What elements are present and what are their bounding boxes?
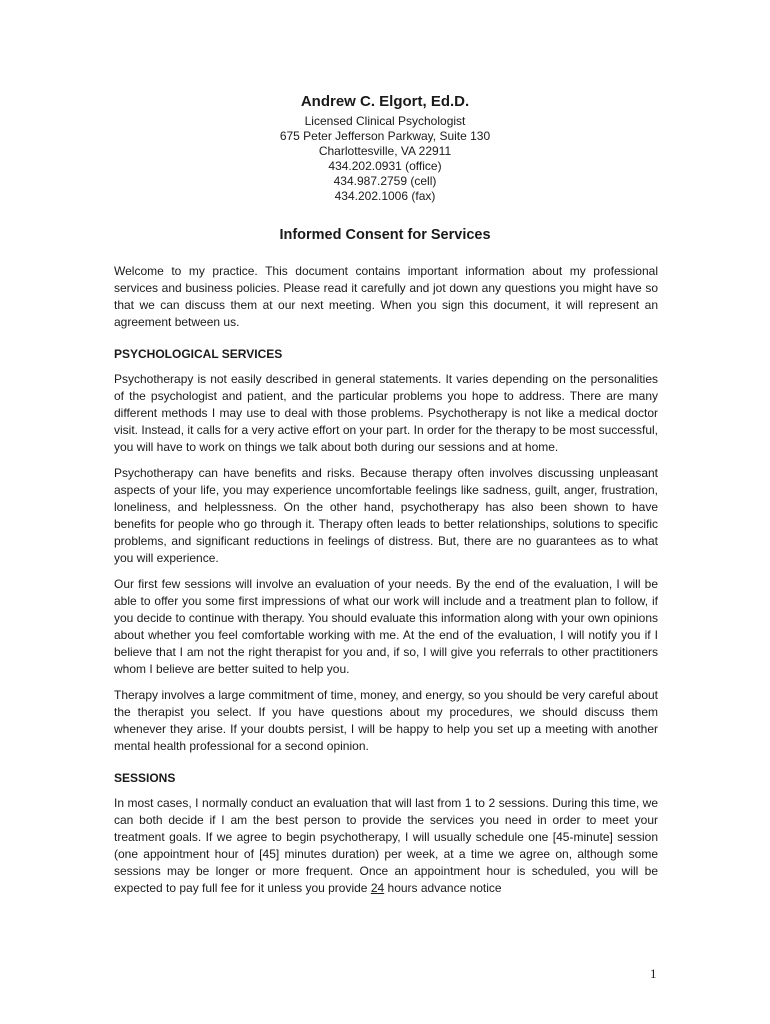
document-title: Informed Consent for Services xyxy=(279,227,491,243)
phone-office: 434.202.0931 (office) xyxy=(328,159,442,173)
intro-paragraph: Welcome to my practice. This document contains important information about my professional services and business policies. Please read it carefully and jot down any questions you might have so that we can discuss them at our next meeting. When you sign this document, it will represent an agreement between us. xyxy=(114,264,658,329)
paragraph: Psychotherapy can have benefits and risks. Because therapy often involves discussing unpleasant aspects of your life, you may experience uncomfortable feelings like sadness, guilt, anger, frustration, loneliness, and helplessness. On the other hand, psychotherapy has also been shown to have benefits for people who go through it. Therapy often leads to better relationships, solutions to specific problems, and significant reductions in feelings of distress. But, there are no guarantees as to what you will experience. xyxy=(114,466,658,565)
section-heading-sessions: SESSIONS xyxy=(114,771,176,785)
page-number: 1 xyxy=(650,966,657,981)
notice-hours: 24 xyxy=(370,881,385,895)
paragraph: Our first few sessions will involve an evaluation of your needs. By the end of the evaluation, I will be able to offer you some first impressions of what our work will include and a treatment plan to follow, if you decide to continue with therapy. You should evaluate this information along with your own opinions about whether you feel comfortable working with me. At the end of the evaluation, I will notify you if I believe that I am not the right therapist for you and, if so, I will give you referrals to other practitioners whom I believe are better suited to help you. xyxy=(114,577,658,676)
practitioner-name: Andrew C. Elgort, Ed.D. xyxy=(300,93,470,110)
phone-fax: 434.202.1006 (fax) xyxy=(334,189,436,203)
address-street: 675 Peter Jefferson Parkway, Suite 130 xyxy=(279,129,491,143)
paragraph: Psychotherapy is not easily described in general statements. It varies depending on the personalities of the psychologist and patient, and the particular problems you hope to address. There are many different methods I may use to deal with those problems. Psychotherapy is not like a medical doctor visit. Instead, it calls for a very active effort on your part. In order for the therapy to be most successful, you will have to work on things we talk about both during our sessions and at home. xyxy=(114,372,658,454)
sessions-paragraph xyxy=(114,795,658,897)
letterhead xyxy=(0,93,770,204)
document-body xyxy=(114,263,658,906)
sessions-text-before: In most cases, I normally conduct an evaluation that will last from 1 to 2 sessions. During this time, we can both decide if I am the best person to provide the services you need in order to meet your treatment goals. If we agree to begin psychotherapy, I will usually schedule one [45-minute] session (one appointment hour of [45] minutes duration) per week, at a time we agree on, although some sessions may be longer or more frequent. Once an appointment hour is scheduled, you will be expected to pay full fee for it unless you provide xyxy=(114,796,658,895)
address-city: Charlottesville, VA 22911 xyxy=(318,144,452,158)
credential-line: Licensed Clinical Psychologist xyxy=(304,114,466,128)
phone-cell: 434.987.2759 (cell) xyxy=(333,174,437,188)
paragraph: Therapy involves a large commitment of time, money, and energy, so you should be very careful about the therapist you select. If you have questions about my procedures, we should discuss them whenever they arise. If your doubts persist, I will be happy to help you set up a meeting with another mental health professional for a second opinion. xyxy=(114,688,658,753)
section-heading-psychological-services: PSYCHOLOGICAL SERVICES xyxy=(114,347,283,361)
sessions-text-after: hours advance notice xyxy=(384,881,502,895)
